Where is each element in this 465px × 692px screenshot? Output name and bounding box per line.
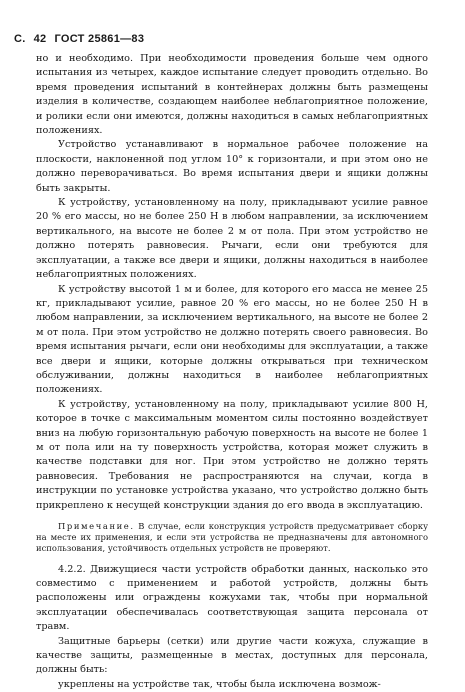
note-text: В случае, если конструкция устройств предусматривает сборку на месте их применения, и если эти устройства не предназначены для автономного использования, устойчивость отдельных устройств не проверяют.	[36, 521, 428, 554]
standard-designation: ГОСТ 25861—83	[54, 33, 145, 45]
paragraph-continuation: но и необходимо. При необходимости проведения больше чем одного испытания из четырех, каждое испытание следует проводить отдельно. Во время проведения испытаний в контейнерах должны быть размещены изделия в количестве, создающем наиболее неблагоприятное положение, и ролики если они имеются, должны находиться в самых неблагоприятных положениях.	[36, 53, 428, 137]
paragraph-downward-force-test: К устройству, установленному на полу, прикладывают усилие 800 Н, которое в точке с максимальным моментом силы постоянно воздействует вниз на любую горизонтальную рабочую поверхность на высоте не более 1 м от пола или на ту поверхность устройства, которая может служить в качестве подставки для ног. При этом устройство не должно терять равновесия. Требования не распространяются на случаи, когда в инструкции по установке устройства указано, что устройство должно быть прикреплено к несущей конструкции здания до его ввода в эксплуатацию.	[36, 398, 428, 511]
paragraph-tilt-test: Устройство устанавливают в нормальное рабочее положение на плоскости, наклоненной под углом 10° к горизонтали, и при этом оно не должно переворачиваться. Во время испытания двери и ящики должны быть закрыты.	[36, 139, 428, 194]
note-label: Примечание.	[58, 521, 135, 531]
paragraph-protective-barriers: Защитные барьеры (сетки) или другие части кожуха, служащие в качестве защиты, размещенные в местах, доступных для персонала, должны быть:	[36, 635, 428, 676]
paragraph-floor-force-test: К устройству, установленному на полу, прикладывают усилие равное 20 % его массы, но не более 250 Н в любом направлении, за исключением вертикального, на высоте не более 2 м от пола. При этом устройство не должно потерять равновесия. Рычаги, если они требуются для эксплуатации, а также все двери и ящики, должны находиться в наиболее неблагоприятных положениях.	[36, 197, 428, 281]
page-header	[14, 33, 144, 45]
section-mark: С.	[14, 33, 26, 45]
paragraph-moving-parts: 4.2.2. Движущиеся части устройств обработки данных, насколько это совместимо с применением и работой устройств, должны быть расположены или ограждены кожухами так, чтобы при нормальной эксплуатации обеспечивалась соответствующая защита персонала от травм.	[36, 563, 428, 633]
page-body	[36, 52, 428, 692]
page-number: 42	[33, 33, 47, 45]
paragraph-tall-device-test: К устройству высотой 1 м и более, для которого его масса не менее 25 кг, прикладывают усилие, равное 20 % его массы, но не более 250 Н в любом направлении, за исключением вертикального, на высоте не более 2 м от пола. При этом устройство не должно потерять своего равновесия. Во время испытания рычаги, если они необходимы для эксплуатации, а также все двери и ящики, которые должны открываться при техническом обслуживании, должны находиться в наиболее неблагоприятных положениях.	[36, 283, 428, 396]
paragraph-fastening: укреплены на устройстве так, чтобы была исключена возмож-	[58, 678, 381, 690]
note	[36, 521, 428, 555]
